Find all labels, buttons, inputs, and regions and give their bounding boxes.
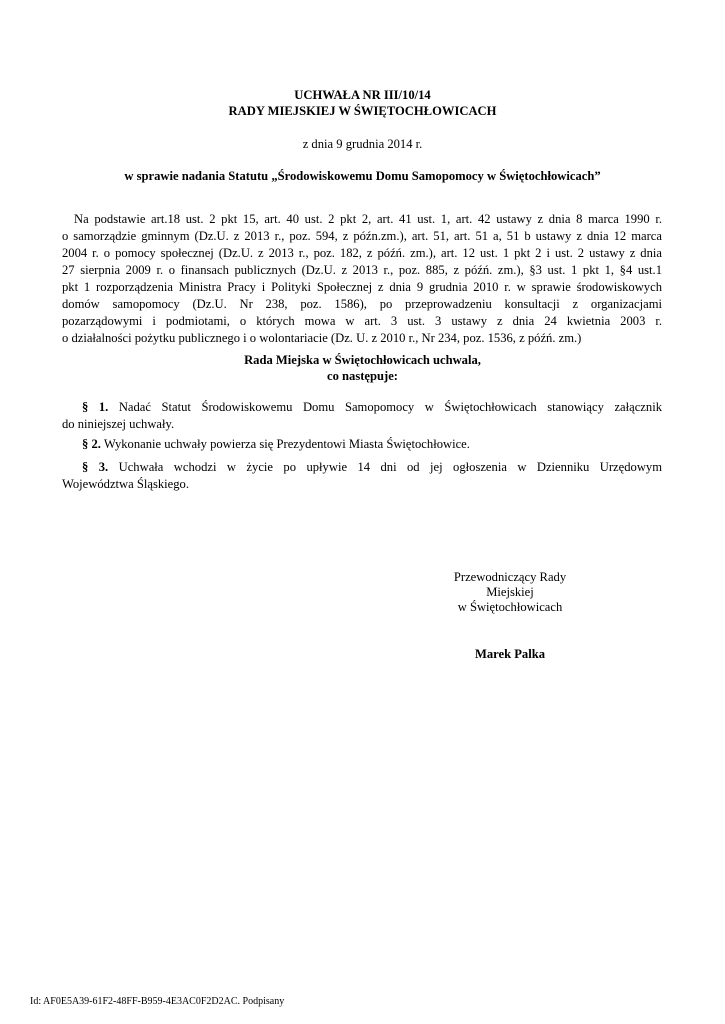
signature-block [440,570,580,662]
resolution-date: z dnia 9 grudnia 2014 r. [302,137,423,151]
section-text: Wykonanie uchwały powierza się Prezydentowi Miasta Świętochłowice. [103,437,470,451]
preamble-line: pozarządowymi i podmiotami, o których mowa w art. 3 ust. 3 ustawy z dnia 24 kwietnia 2003 r. [62,314,662,328]
signatory-name: Marek Palka [474,647,546,661]
preamble-line: Na podstawie art.18 ust. 2 pkt 15, art. 40 ust. 2 pkt 2, art. 41 ust. 1, art. 42 ustawy z dnia 8 marca 1990 r. [74,212,662,226]
signature-title-line1: Przewodniczący Rady [453,570,567,584]
section-label: § 2. [82,437,101,451]
section-2 [62,436,662,453]
resolution-number: UCHWAŁA NR III/10/14 [294,88,431,102]
section-text: do niniejszej uchwały. [62,417,175,431]
section-text: Województwa Śląskiego. [62,477,189,491]
resolution-intro-line2: co następuje: [326,369,398,383]
section-3 [62,459,662,493]
signature-title-line3: w Świętochłowicach [457,600,563,614]
preamble-line: pkt 1 rozporządzenia Ministra Pracy i Polityki Społecznej z dnia 9 grudnia 2010 r. w sprawie środowiskowych [62,280,662,294]
document-id-footer: Id: AF0E5A39-61F2-48FF-B959-4E3AC0F2D2AC. Podpisany [30,996,285,1007]
preamble [62,211,662,347]
section-label: § 1. [82,400,109,414]
section-1 [62,399,662,433]
resolution-intro-line1: Rada Miejska w Świętochłowicach uchwala, [244,353,481,367]
section-text: Nadać Statut Środowiskowemu Domu Samopomocy w Świętochłowicach stanowiący załącznik [118,400,662,414]
preamble-line: 27 sierpnia 2009 r. o finansach publicznych (Dz.U. z 2013 r., poz. 885, z późń. zm.), §3 ust. 1 pkt 1, §4 ust.1 [62,263,662,277]
preamble-line: o działalności pożytku publicznego i o wolontariacie (Dz. U. z 2010 r., Nr 234, poz. 1536, z późń. zm.) [62,331,582,345]
council-name: RADY MIEJSKIEJ W ŚWIĘTOCHŁOWICACH [228,104,497,118]
resolution-subject: w sprawie nadania Statutu „Środowiskowemu Domu Samopomocy w Świętochłowicach” [124,169,601,183]
preamble-line: o samorządzie gminnym (Dz.U. z 2013 r., poz. 594, z późn.zm.), art. 51, art. 51 a, 51 b ustawy z dnia 12 marca [62,229,662,243]
preamble-line: 2004 r. o pomocy społecznej (Dz.U. z 2013 r., poz. 182, z późń. zm.), art. 12 ust. 1 pkt 2 i ust. 2 ustawy z dnia [62,246,662,260]
section-text: Uchwała wchodzi w życie po upływie 14 dni od jej ogłoszenia w Dzienniku Urzędowym [118,460,663,474]
section-label: § 3. [82,460,109,474]
signature-title-line2: Miejskiej [486,585,534,599]
preamble-line: domów samopomocy (Dz.U. Nr 238, poz. 1586), po przeprowadzeniu konsultacji z organizacjami [62,297,662,311]
